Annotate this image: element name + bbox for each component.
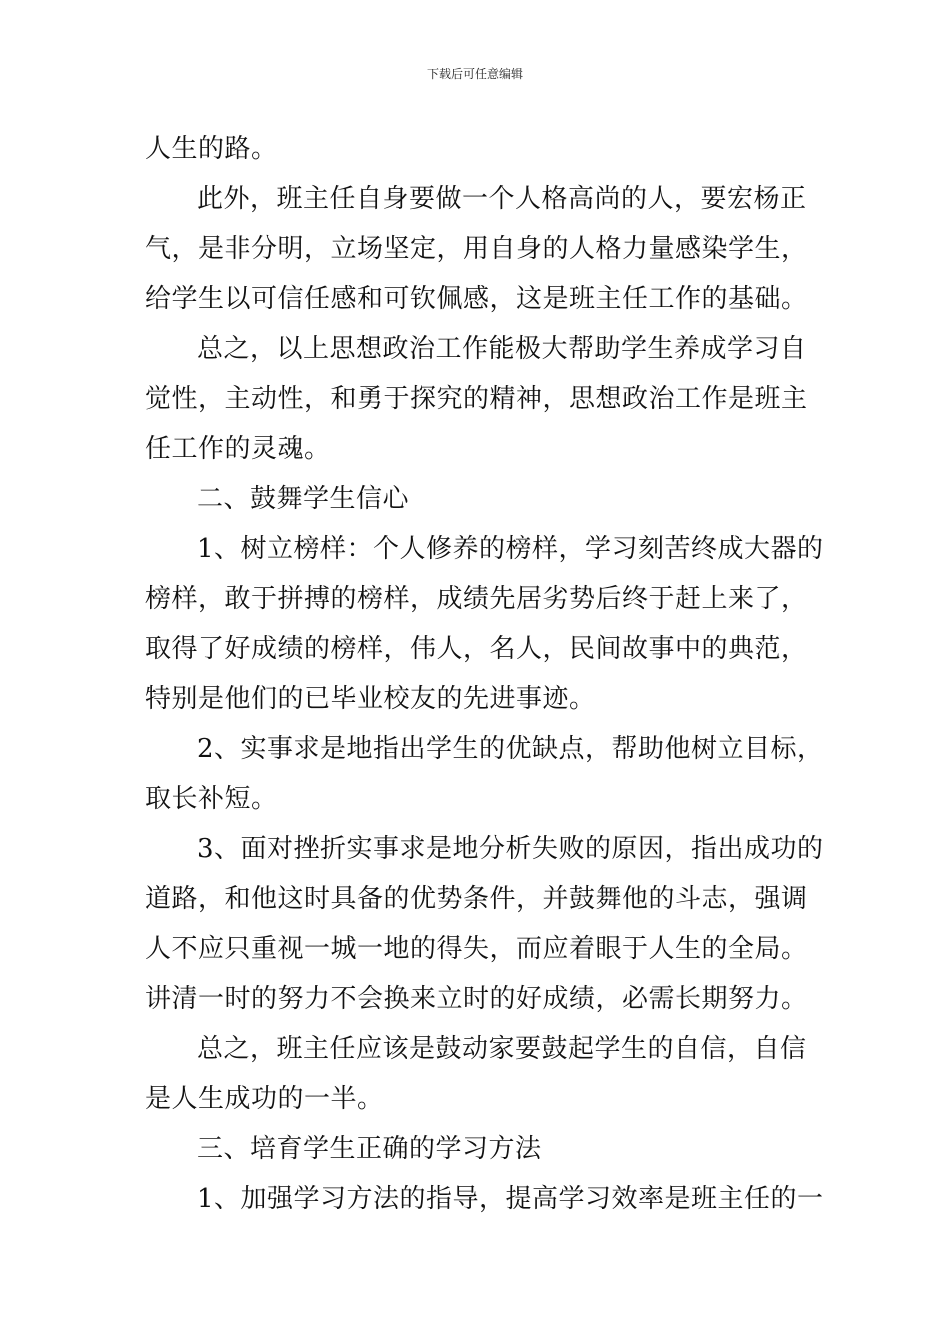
text-line: 是人生成功的一半。	[145, 1084, 384, 1114]
paragraph-start-line: 此外，班主任自身要做一个人格高尚的人，要宏杨正	[197, 184, 807, 214]
page-header: 下载后可任意编辑	[426, 67, 523, 81]
text-line: 讲清一时的努力不会换来立时的好成绩，必需长期努力。	[145, 984, 808, 1014]
text-line: 道路，和他这时具备的优势条件，并鼓舞他的斗志，强调	[145, 884, 808, 914]
text-line: 特别是他们的已毕业校友的先进事迹。	[145, 684, 596, 714]
paragraph-start-line: 3、面对挫折实事求是地分析失败的原因，指出成功的	[197, 834, 824, 864]
text-line: 气，是非分明，立场坚定，用自身的人格力量感染学生，	[145, 234, 808, 264]
section-heading: 三、培育学生正确的学习方法	[197, 1134, 542, 1164]
text-line: 取长补短。	[145, 784, 278, 814]
text-line: 取得了好成绩的榜样，伟人，名人，民间故事中的典范，	[145, 634, 808, 664]
paragraph-start-line: 1、加强学习方法的指导，提高学习效率是班主任的一	[197, 1184, 824, 1214]
text-line: 榜样，敢于拼搏的榜样，成绩先居劣势后终于赶上来了，	[145, 584, 808, 614]
paragraph-start-line: 2、实事求是地指出学生的优缺点，帮助他树立目标，	[197, 734, 824, 764]
text-line: 任工作的灵魂。	[145, 434, 331, 464]
document-body	[145, 124, 824, 1224]
paragraph-start-line: 1、树立榜样：个人修养的榜样，学习刻苦终成大器的	[197, 534, 824, 564]
paragraph-start-line: 总之，以上思想政治工作能极大帮助学生养成学习自	[197, 334, 807, 364]
text-line: 人不应只重视一城一地的得失，而应着眼于人生的全局。	[145, 934, 808, 964]
section-heading: 二、鼓舞学生信心	[197, 484, 410, 514]
text-line: 给学生以可信任感和可钦佩感，这是班主任工作的基础。	[145, 284, 808, 314]
paragraph-start-line: 总之，班主任应该是鼓动家要鼓起学生的自信，自信	[197, 1034, 807, 1064]
text-line: 人生的路。	[145, 134, 278, 164]
text-line: 觉性，主动性，和勇于探究的精神，思想政治工作是班主	[145, 384, 808, 414]
